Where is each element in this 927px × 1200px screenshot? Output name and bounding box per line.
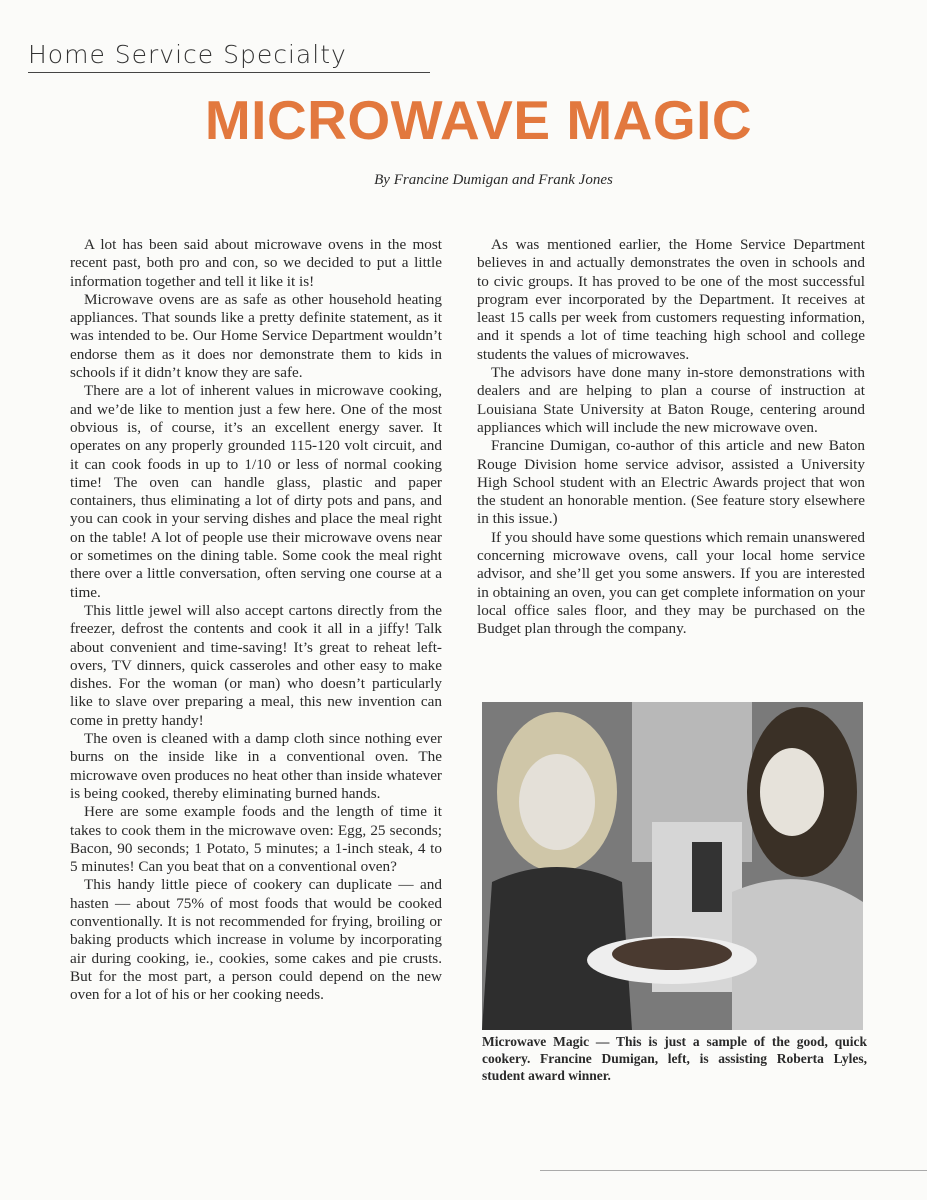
paragraph: Francine Dumigan, co-author of this article and new Baton Rouge Division home service advisor, assisted a University High School student with an Electric Awards project that won the student an honorable mention. (See feature story elsewhere in this issue.) xyxy=(477,437,865,528)
paragraph: A lot has been said about microwave ovens in the most recent past, both pro and con, so we decided to put a little information together and tell it like it is! xyxy=(70,236,442,290)
page-divider xyxy=(540,1170,927,1171)
section-heading: Home Service Specialty xyxy=(28,40,347,69)
byline: By Francine Dumigan and Frank Jones xyxy=(374,172,613,188)
paragraph: If you should have some questions which remain unanswered concerning microwave ovens, call your local home service advisor, and she’ll get you some answers. If you are interested in obtaining an oven, you can get complete information on your local office sales floor, and they may be purchased on the Budget plan through the company. xyxy=(477,528,865,638)
photo-illustration xyxy=(482,702,863,1030)
paragraph: The advisors have done many in-store demonstrations with dealers and are helping to plan a course of instruction at Louisiana State University at Baton Rouge, centering around appliances which will include the new microwave oven. xyxy=(477,364,865,436)
paragraph: Microwave ovens are as safe as other household heating appliances. That sounds like a pretty definite statement, as it was intended to be. Our Home Service Department wouldn’t endorse them as it does nor demonstrate them to kids in schools if it didn’t know they are safe. xyxy=(70,290,442,382)
paragraph: The oven is cleaned with a damp cloth since nothing ever burns on the inside like in a conventional oven. The microwave oven produces no heat other than inside whatever is being cooked, thereby eliminating burned hands. xyxy=(70,730,442,802)
left-column xyxy=(70,236,442,1004)
article-photo xyxy=(482,702,863,1030)
article-title: MICROWAVE MAGIC xyxy=(204,89,753,151)
right-column xyxy=(477,236,865,639)
paragraph: This little jewel will also accept cartons directly from the freezer, defrost the contents and cook it all in a jiffy! Talk about convenient and time-saving! It’s great to reheat left-overs, TV dinners, quick casseroles and other easy to make dishes. For the woman (or man) who doesn’t particularly like to slave over preparing a meal, this new invention can come in pretty handy! xyxy=(70,601,442,729)
paragraph: This handy little piece of cookery can duplicate — and hasten — about 75% of most foods that would be cooked conventionally. It is not recommended for frying, broiling or baking products which increase in volume by incorporating air during cooking, ie., cookies, some cakes and pie crusts. But for the most part, a person could depend on the new oven for a lot of his or her cooking needs. xyxy=(70,876,442,1004)
paragraph: Here are some example foods and the length of time it takes to cook them in the microwave oven: Egg, 25 seconds; Bacon, 90 seconds; 1 Potato, 5 minutes; a 1-inch steak, 4 to 5 minutes! Can you beat that on a conventional oven? xyxy=(70,803,442,876)
section-divider xyxy=(28,72,430,73)
paragraph: There are a lot of inherent values in microwave cooking, and we’de like to mention just a few here. One of the most obvious is, of course, it’s an excellent energy saver. It operates on any properly grounded 115-120 volt circuit, and it can cook foods in up to 1/10 or less of normal cooking time! The oven can handle glass, plastic and paper containers, thus eliminating a lot of dirty pots and pans, and you can cook in your serving dishes and place the meal right on the table! A lot of people use their microwave ovens near or sometimes on the dining table. Some cook the meal right there over a little conversation, often serving one course at a time. xyxy=(70,382,442,601)
paragraph: As was mentioned earlier, the Home Service Department believes in and actually demonstrates the oven in schools and to civic groups. It has proved to be one of the most successful program ever incorporated by the Department. It receives at least 15 calls per week from customers requesting information, and it spends a lot of time teaching high school and college students the values of microwaves. xyxy=(477,236,865,363)
photo-caption: Microwave Magic — This is just a sample of the good, quick cookery. Francine Dumigan, left, is assisting Roberta Lyles, student award winner. xyxy=(482,1034,867,1083)
